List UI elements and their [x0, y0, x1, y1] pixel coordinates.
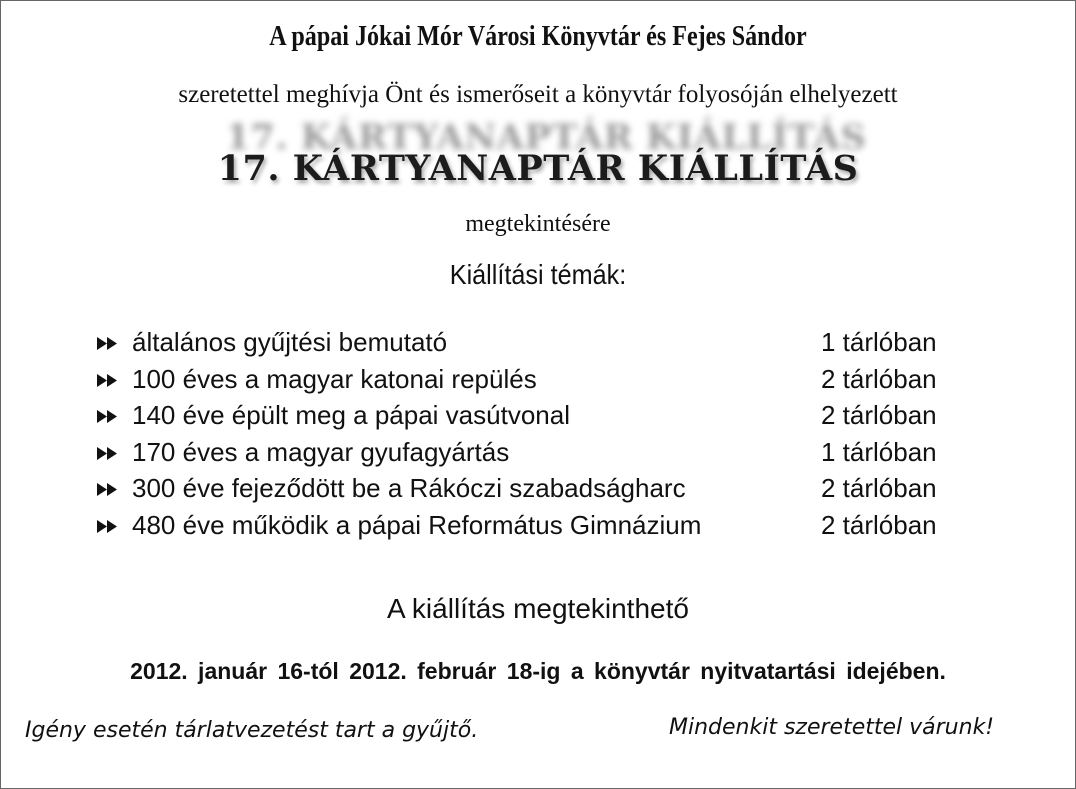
topic-text: 300 éve fejeződött be a Rákóczi szabadságharc [132, 473, 686, 504]
topic-count: 2 tárlóban [821, 473, 937, 504]
welcome-note: Mindenkit szeretettel várunk! [669, 715, 995, 740]
double-arrow-right-icon [97, 520, 119, 533]
double-arrow-right-icon [97, 337, 119, 350]
exhibition-title: 17. KÁRTYANAPTÁR KIÁLLÍTÁS [217, 148, 859, 189]
topic-count: 1 tárlóban [821, 436, 937, 467]
exhibition-title-block [1, 119, 1075, 199]
topic-count: 2 tárlóban [821, 509, 937, 540]
viewable-heading: A kiállítás megtekinthető [387, 593, 689, 624]
topic-text: általános gyűjtési bemutató [132, 327, 448, 357]
guided-tour-note: Igény esetén tárlatvezetést tart a gyűjtő. [25, 718, 479, 743]
topic-row [97, 470, 977, 507]
double-arrow-right-icon [97, 410, 119, 423]
double-arrow-right-icon [97, 374, 119, 387]
topic-row [97, 397, 977, 434]
topic-count: 2 tárlóban [821, 363, 937, 394]
topic-text: 140 éve épült meg a pápai vasútvonal [132, 400, 570, 431]
topic-text: 480 éve működik a pápai Református Gimnázium [132, 509, 702, 540]
viewing-text: megtekintésére [465, 211, 611, 237]
topics-list [97, 324, 977, 544]
topics-heading: Kiállítási témák: [449, 259, 627, 290]
topic-row [97, 361, 977, 398]
topic-row [97, 324, 977, 361]
double-arrow-right-icon [97, 483, 119, 496]
topic-row [97, 507, 977, 544]
topic-text: 170 éves a magyar gyufagyártás [132, 436, 510, 467]
invitation-text: szeretettel meghívja Önt és ismerőseit a könyvtár folyosóján elhelyezett [178, 81, 898, 108]
topic-row [97, 434, 977, 471]
topic-text: 100 éves a magyar katonai repülés [132, 363, 537, 394]
organizers-heading: A pápai Jókai Mór Városi Könyvtár és Fejes Sándor [269, 21, 807, 52]
double-arrow-right-icon [97, 447, 119, 460]
exhibition-dates: 2012. január 16-tól 2012. február 18-ig a könyvtár nyitvatartási idejében. [130, 658, 946, 684]
exhibition-title-shadow: 17. KÁRTYANAPTÁR KIÁLLÍTÁS [225, 117, 867, 158]
topic-count: 2 tárlóban [821, 400, 937, 431]
topic-count: 1 tárlóban [821, 327, 937, 357]
